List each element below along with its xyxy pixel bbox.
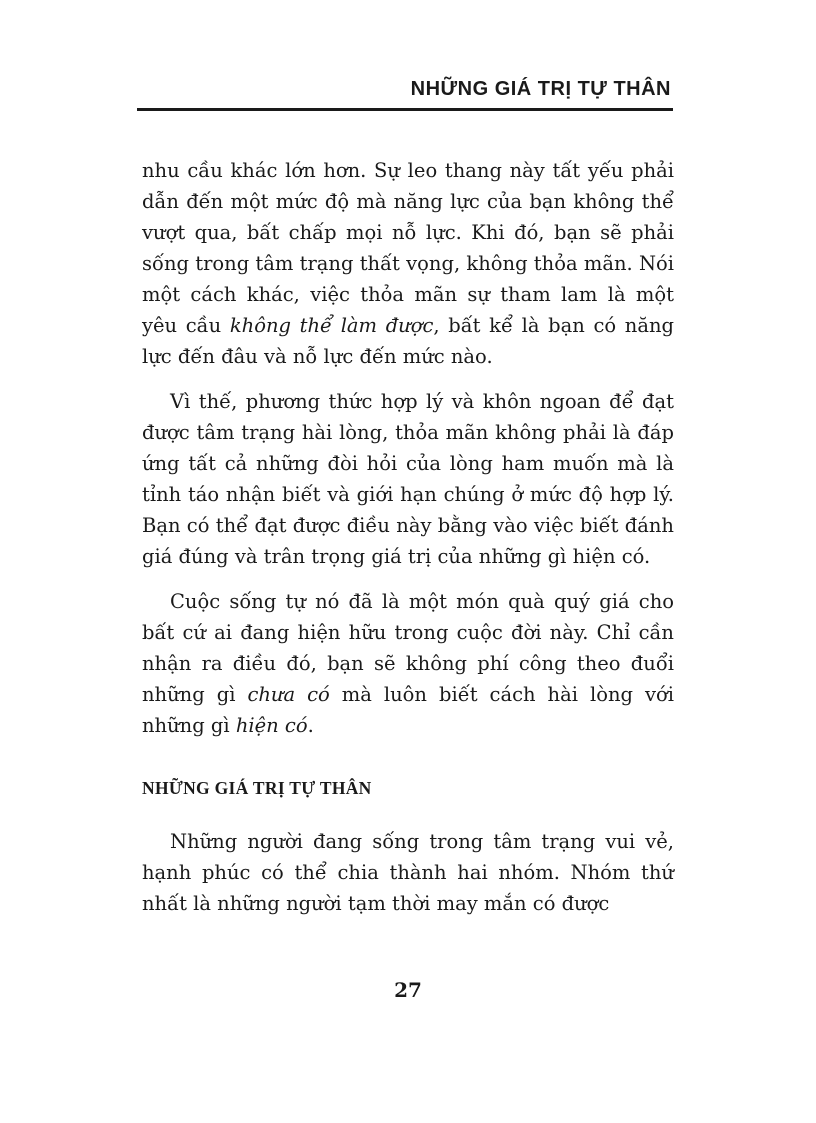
paragraph-1-italic: không thể làm được <box>229 314 434 337</box>
paragraph-3-italic-1: chưa có <box>247 683 330 706</box>
paragraph-3-italic-2: hiện có <box>235 714 308 737</box>
paragraph-3-text-b: mà luôn biết cách hài lòng với những gì <box>142 683 674 737</box>
page-number: 27 <box>394 978 422 1002</box>
section-heading: NHỮNG GIÁ TRỊ TỰ THÂN <box>142 778 372 798</box>
paragraph-2: Vì thế, phương thức hợp lý và khôn ngoan để đạt được tâm trạng hài lòng, thỏa mãn không phải là đáp ứng tất cả những đòi hỏi của lòng ham muốn mà là tỉnh táo nhận biết và giới hạn chúng ở mức độ hợp lý. Bạn có thể đạt được điều này bằng vào việc biết đánh giá đúng và trân trọng giá trị của những gì hiện có. <box>142 390 674 568</box>
page-body <box>142 155 674 933</box>
paragraph-3 <box>142 586 674 741</box>
paragraph-3-text-c: . <box>307 714 314 737</box>
paragraph-1-text-a: nhu cầu khác lớn hơn. Sự leo thang này tất yếu phải dẫn đến một mức độ mà năng lực của bạn không thể vượt qua, bất chấp mọi nỗ lực. Khi đó, bạn sẽ phải sống trong tâm trạng thất vọng, không thỏa mãn. Nói một cách khác, việc thỏa mãn sự tham lam là một yêu cầu <box>142 159 674 337</box>
paragraph-1-text-b: , bất kể là bạn có năng lực đến đâu và nỗ lực đến mức nào. <box>142 314 674 368</box>
running-header-title: NHỮNG GIÁ TRỊ TỰ THÂN <box>410 78 671 100</box>
paragraph-3-text-a: Cuộc sống tự nó đã là một món quà quý giá cho bất cứ ai đang hiện hữu trong cuộc đời này. Chỉ cần nhận ra điều đó, bạn sẽ không phí công theo đuổi những gì <box>142 590 674 706</box>
paragraph-1 <box>142 155 674 372</box>
section-paragraph: Những người đang sống trong tâm trạng vui vẻ, hạnh phúc có thể chia thành hai nhóm. Nhóm thứ nhất là những người tạm thời may mắn có được <box>142 830 674 915</box>
running-header <box>137 72 673 111</box>
